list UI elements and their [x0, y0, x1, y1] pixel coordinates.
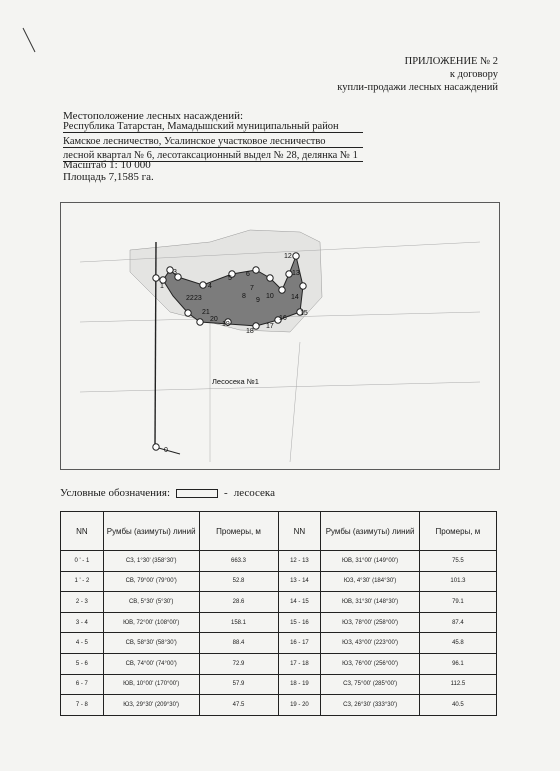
cell-bearing: ЮЗ, 29°30' (209°30') [103, 695, 199, 716]
cell-nn: 16 - 17 [278, 633, 321, 654]
cell-bearing: СВ, 74°00' (74°00') [103, 653, 199, 674]
cell-bearing: ЮЗ, 76°00' (256°00') [321, 653, 419, 674]
header-bearings-2: Румбы (азимуты) линий [321, 512, 419, 551]
svg-text:0: 0 [164, 447, 168, 454]
svg-text:4: 4 [208, 283, 212, 290]
table-header-row [61, 512, 497, 551]
cell-bearing: ЮЗ, 43°00' (223°00') [321, 633, 419, 654]
cell-bearing: ЮЗ, 78°00' (258°00') [321, 612, 419, 633]
svg-text:14: 14 [291, 294, 299, 301]
svg-text:18: 18 [246, 328, 254, 335]
header-bearings: Румбы (азимуты) линий [103, 512, 199, 551]
cell-length: 28.6 [199, 592, 278, 613]
cell-bearing: СЗ, 1°30' (358°30') [103, 551, 199, 572]
cell-length: 40.5 [419, 695, 496, 716]
cell-bearing: ЮВ, 10°00' (170°00') [103, 674, 199, 695]
svg-text:12: 12 [284, 253, 292, 260]
table-row [61, 674, 497, 695]
plot-map [60, 202, 500, 470]
table-row [61, 695, 497, 716]
appendix-line-3: купли-продажи лесных насаждений [337, 82, 498, 93]
cell-length: 663.3 [199, 551, 278, 572]
cell-nn: 3 - 4 [61, 612, 104, 633]
cell-length: 45.8 [419, 633, 496, 654]
table-row [61, 653, 497, 674]
cell-length: 47.5 [199, 695, 278, 716]
svg-text:3: 3 [173, 269, 177, 276]
svg-text:19: 19 [222, 321, 230, 328]
scale-label: Масштаб 1: 10 000 [63, 159, 151, 171]
table-row [61, 633, 497, 654]
cell-length: 96.1 [419, 653, 496, 674]
cell-nn: 12 - 13 [278, 551, 321, 572]
plot-label: Лесосека №1 [212, 377, 259, 386]
svg-text:21: 21 [202, 309, 210, 316]
table-row [61, 612, 497, 633]
cell-length: 112.5 [419, 674, 496, 695]
header-measurements: Промеры, м [199, 512, 278, 551]
cell-nn: 18 - 19 [278, 674, 321, 695]
table-row [61, 571, 497, 592]
cell-length: 101.3 [419, 571, 496, 592]
appendix-line-2: к договору [449, 69, 498, 80]
plot-legend-swatch [176, 489, 218, 498]
table-row [61, 592, 497, 613]
cell-length: 158.1 [199, 612, 278, 633]
cell-length: 72.9 [199, 653, 278, 674]
cell-nn: 0 ' - 1 [61, 551, 104, 572]
svg-text:7: 7 [250, 285, 254, 292]
bearings-table [60, 511, 497, 716]
pen-stroke [21, 26, 41, 56]
location-region: Республика Татарстан, Мамадышский муниципальный район [63, 121, 363, 133]
svg-text:13: 13 [292, 270, 300, 277]
cell-bearing: ЮВ, 31°30' (148°30') [321, 592, 419, 613]
cell-bearing: СЗ, 26°30' (333°30') [321, 695, 419, 716]
cell-bearing: СЗ, 75°00' (285°00') [321, 674, 419, 695]
svg-text:9: 9 [256, 297, 260, 304]
svg-text:15: 15 [300, 310, 308, 317]
svg-text:10: 10 [266, 293, 274, 300]
svg-text:17: 17 [266, 323, 274, 330]
cell-length: 88.4 [199, 633, 278, 654]
cell-nn: 13 - 14 [278, 571, 321, 592]
cell-bearing: ЮВ, 31°00' (149°00') [321, 551, 419, 572]
legend [60, 487, 275, 499]
cell-nn: 7 - 8 [61, 695, 104, 716]
cell-nn: 15 - 16 [278, 612, 321, 633]
area-label: Площадь 7,1585 га. [63, 171, 154, 183]
header-nn-2: NN [278, 512, 321, 551]
cell-length: 57.9 [199, 674, 278, 695]
svg-text:6: 6 [246, 271, 250, 278]
cell-length: 87.4 [419, 612, 496, 633]
cell-nn: 14 - 15 [278, 592, 321, 613]
svg-text:20: 20 [210, 316, 218, 323]
cell-bearing: СВ, 58°30' (58°30') [103, 633, 199, 654]
cell-bearing: ЮВ, 72°00' (108°00') [103, 612, 199, 633]
svg-text:1: 1 [160, 283, 164, 290]
cell-nn: 5 - 6 [61, 653, 104, 674]
legend-item: лесосека [233, 487, 275, 499]
table-row [61, 551, 497, 572]
location-forestry: Камское лесничество, Усалинское участковое лесничество [63, 136, 363, 148]
header-measurements-2: Промеры, м [419, 512, 496, 551]
svg-text:8: 8 [242, 293, 246, 300]
appendix-title: ПРИЛОЖЕНИЕ № 2 [404, 56, 498, 67]
cell-length: 75.5 [419, 551, 496, 572]
cell-length: 79.1 [419, 592, 496, 613]
cell-nn: 1 ' - 2 [61, 571, 104, 592]
cell-nn: 19 - 20 [278, 695, 321, 716]
legend-label: Условные обозначения: [60, 487, 171, 499]
appendix-header [337, 55, 498, 94]
svg-text:5: 5 [228, 275, 232, 282]
header-nn: NN [61, 512, 104, 551]
svg-text:22: 22 [186, 295, 194, 302]
location-quarter: лесной квартал № 6, лесотаксационный выдел № 28, делянка № 1 [63, 150, 363, 162]
location-title: Местоположение лесных насаждений: [63, 110, 244, 122]
cell-bearing: СВ, 79°00' (79°00') [103, 571, 199, 592]
cell-bearing: ЮЗ, 4°30' (184°30') [321, 571, 419, 592]
svg-text:16: 16 [279, 315, 287, 322]
legend-dash: - [224, 487, 228, 499]
cell-nn: 4 - 5 [61, 633, 104, 654]
cell-nn: 6 - 7 [61, 674, 104, 695]
cell-bearing: СВ, 5°30' (5°30') [103, 592, 199, 613]
cell-nn: 2 - 3 [61, 592, 104, 613]
cell-length: 52.8 [199, 571, 278, 592]
cell-nn: 17 - 18 [278, 653, 321, 674]
svg-text:23: 23 [194, 295, 202, 302]
